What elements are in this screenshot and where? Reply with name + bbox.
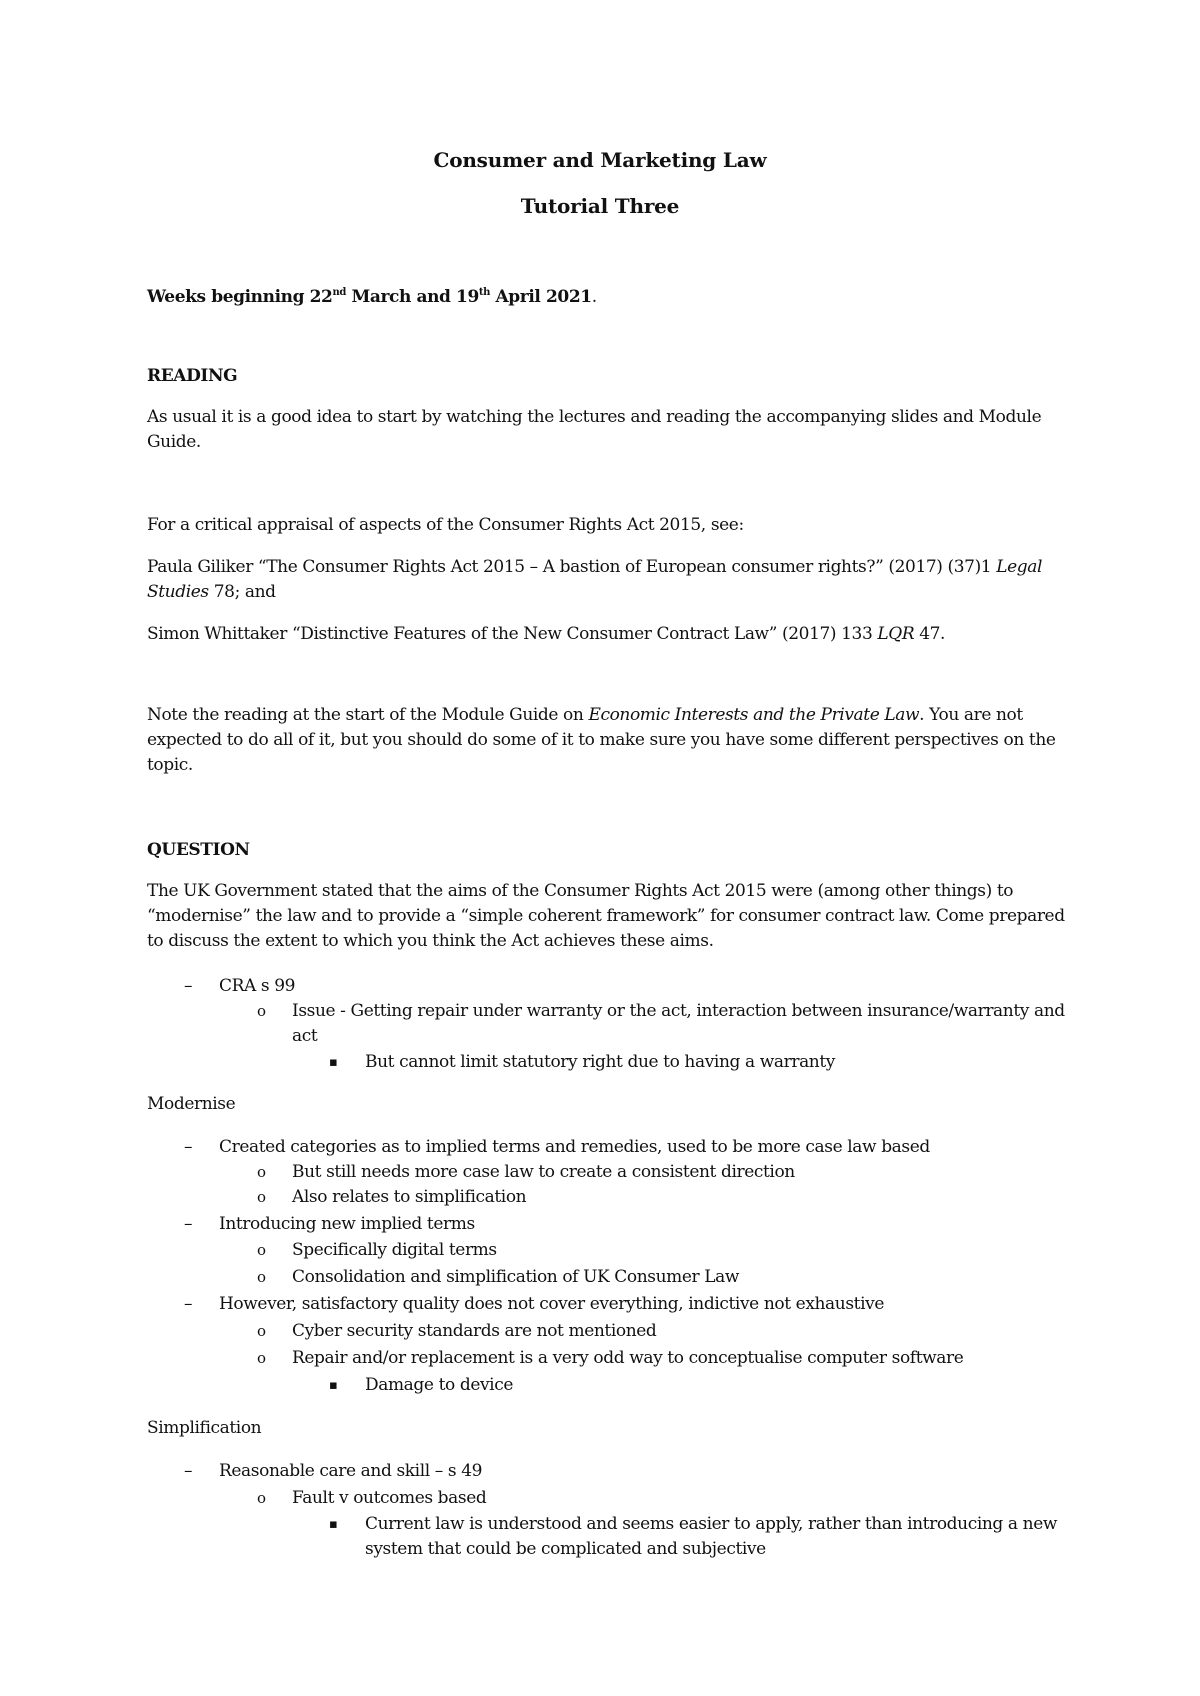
issue-item-line-1: Issue - Getting repair under warranty or the act, interaction between insurance/warranty and [292,1001,1065,1021]
square-bullet-icon: ▪ [329,1517,338,1532]
repair-item: Repair and/or replacement is a very odd way to conceptualise computer software [292,1348,964,1368]
module-guide-note-line-3: topic. [147,755,193,775]
question-line-3: to discuss the extent to which you think the Act achieves these aims. [147,931,714,951]
module-guide-note-line-2: expected to do all of it, but you should do some of it to make sure you have some different perspectives on the [147,730,1056,750]
cra-s99-item: CRA s 99 [219,976,296,996]
fault-item: Fault v outcomes based [292,1488,487,1508]
current-law-item-line-1: Current law is understood and seems easier to apply, rather than introducing a new [365,1514,1057,1534]
modernise-heading: Modernise [147,1094,236,1114]
circle-bullet-icon: o [257,1268,266,1286]
giliker-reference-line-2: Studies 78; and [147,582,276,602]
critical-appraisal-text: For a critical appraisal of aspects of the Consumer Rights Act 2015, see: [147,515,744,535]
dash-bullet-icon: – [184,1214,193,1234]
dash-bullet-icon: – [184,1137,193,1157]
question-line-2: “modernise” the law and to provide a “simple coherent framework” for consumer contract law. Come prepared [147,906,1065,926]
whittaker-reference: Simon Whittaker “Distinctive Features of the New Consumer Contract Law” (2017) 133 LQR 47. [147,624,946,644]
cannot-limit-item: But cannot limit statutory right due to having a warranty [365,1052,835,1072]
specifically-digital-item: Specifically digital terms [292,1240,497,1260]
however-item: However, satisfactory quality does not cover everything, indictive not exhaustive [219,1294,884,1314]
reading-intro-line-1: As usual it is a good idea to start by watching the lectures and reading the accompanying slides and Module [147,407,1042,427]
dash-bullet-icon: – [184,1461,193,1481]
document-title: Consumer and Marketing Law [433,148,767,172]
consolidation-item: Consolidation and simplification of UK Consumer Law [292,1267,740,1287]
issue-item-line-2: act [292,1026,318,1046]
circle-bullet-icon: o [257,1002,266,1020]
giliker-reference-line-1: Paula Giliker “The Consumer Rights Act 2015 – A bastion of European consumer rights?” (2017) (37)1 Legal [147,557,1043,577]
reading-heading: READING [147,366,238,386]
dash-bullet-icon: – [184,1294,193,1314]
document-subtitle: Tutorial Three [520,194,680,218]
circle-bullet-icon: o [257,1322,266,1340]
cyber-item: Cyber security standards are not mentioned [292,1321,657,1341]
reasonable-care-item: Reasonable care and skill – s 49 [219,1461,483,1481]
circle-bullet-icon: o [257,1163,266,1181]
circle-bullet-icon: o [257,1188,266,1206]
square-bullet-icon: ▪ [329,1378,338,1393]
created-categories-item: Created categories as to implied terms and remedies, used to be more case law based [219,1137,930,1157]
module-guide-note-line-1: Note the reading at the start of the Module Guide on Economic Interests and the Private Law. You are not [147,705,1023,725]
square-bullet-icon: ▪ [329,1055,338,1070]
weeks-line: Weeks beginning 22nd March and 19th April 2021. [147,287,597,307]
current-law-item-line-2: system that could be complicated and subjective [365,1539,766,1559]
simplification-heading: Simplification [147,1418,262,1438]
circle-bullet-icon: o [257,1349,266,1367]
reading-intro-line-2: Guide. [147,432,201,452]
circle-bullet-icon: o [257,1489,266,1507]
damage-item: Damage to device [365,1375,514,1395]
circle-bullet-icon: o [257,1241,266,1259]
still-needs-item: But still needs more case law to create a consistent direction [292,1162,795,1182]
dash-bullet-icon: – [184,976,193,996]
also-relates-item: Also relates to simplification [292,1187,527,1207]
introducing-item: Introducing new implied terms [219,1214,475,1234]
question-heading: QUESTION [147,840,250,860]
question-line-1: The UK Government stated that the aims of the Consumer Rights Act 2015 were (among other things) to [147,881,1014,901]
